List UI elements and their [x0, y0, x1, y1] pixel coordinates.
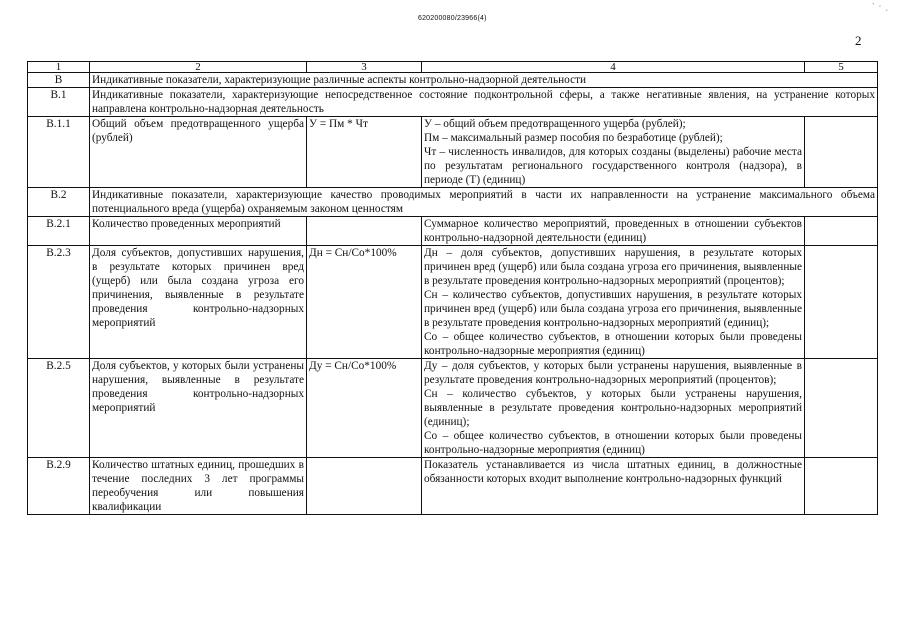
indicator-name: Общий объем предотвращенного ущерба (рублей): [90, 117, 307, 188]
indicator-note: [805, 117, 878, 188]
description-line: Дн – доля субъектов, допустивших нарушения, в результате которых причинен вред (ущерб) или была создана угроза его причинения, выявленные в результате проведения контрольно-надзорных мероприятий (процентов);: [424, 247, 802, 287]
section-code: В: [28, 73, 90, 88]
description-line: Чт – численность инвалидов, для которых созданы (выделены) рабочие места по результатам регионального государственного контроля (надзора), в периоде (Т) (единиц): [424, 146, 802, 186]
section-title: Индикативные показатели, характеризующие непосредственное состояние подконтрольной сферы, а также негативные явления, на устранение которых направлена контрольно-надзорная деятельность: [90, 88, 878, 117]
indicator-name: Доля субъектов, у которых были устранены нарушения, выявленные в результате проведения контрольно-надзорных мероприятий: [90, 359, 307, 458]
indicator-description: [422, 246, 805, 359]
indicator-note: [805, 359, 878, 458]
indicator-code: В.2.3: [28, 246, 90, 359]
indicator-code: В.2.9: [28, 458, 90, 515]
indicator-note: [805, 246, 878, 359]
column-number: 4: [422, 62, 805, 73]
description-line: Ду – доля субъектов, у которых были устранены нарушения, выявленные в результате проведения контрольно-надзорных мероприятий (процентов);: [424, 360, 802, 386]
description-line: Суммарное количество мероприятий, проведенных в отношении субъектов контрольно-надзорной деятельности (единиц): [424, 218, 802, 244]
indicators-table: [27, 61, 878, 515]
indicator-row: [28, 458, 878, 515]
indicator-formula: [307, 217, 422, 246]
indicator-row: [28, 117, 878, 188]
description-line: У – общий объем предотвращенного ущерба (рублей);: [424, 118, 686, 130]
indicator-row: [28, 217, 878, 246]
description-line: Пм – максимальный размер пособия по безработице (рублей);: [424, 132, 723, 144]
description-line: Со – общее количество субъектов, в отношении которых были проведены контрольно-надзорные мероприятия (единиц): [424, 430, 802, 456]
indicator-note: [805, 217, 878, 246]
indicator-formula: Дн = Сн/Со*100%: [307, 246, 422, 359]
indicator-description: [422, 458, 805, 515]
section-row: [28, 73, 878, 88]
indicator-name: Количество штатных единиц, прошедших в течение последних 3 лет программы переобучения или повышения квалификации: [90, 458, 307, 515]
indicator-formula: У = Пм * Чт: [307, 117, 422, 188]
column-number: 1: [28, 62, 90, 73]
indicator-code: В.2.1: [28, 217, 90, 246]
section-title: Индикативные показатели, характеризующие качество проводимых мероприятий в части их направленности на устранение максимального объема потенциального вреда (ущерба) охраняемым законом ценностям: [90, 188, 878, 217]
column-number: 5: [805, 62, 878, 73]
indicator-name: Количество проведенных мероприятий: [90, 217, 307, 246]
description-line: Показатель устанавливается из числа штатных единиц, в должностные обязанности которых входит выполнение контрольно-надзорных функций: [424, 459, 802, 485]
section-code: В.2: [28, 188, 90, 217]
column-number: 3: [307, 62, 422, 73]
description-line: Со – общее количество субъектов, в отношении которых были проведены контрольно-надзорные мероприятия (единиц): [424, 331, 802, 357]
page-number: 2: [855, 33, 862, 48]
document-registration-number: 620200080/23966(4): [418, 15, 487, 22]
indicator-formula: Ду = Сн/Со*100%: [307, 359, 422, 458]
section-row: [28, 88, 878, 117]
indicator-description: [422, 217, 805, 246]
indicator-description: [422, 117, 805, 188]
indicator-code: В.1.1: [28, 117, 90, 188]
indicator-description: [422, 359, 805, 458]
indicator-row: [28, 359, 878, 458]
description-line: Сн – количество субъектов, у которых были устранены нарушения, выявленные в результате проведения контрольно-надзорных мероприятий (единиц);: [424, 388, 802, 428]
indicator-code: В.2.5: [28, 359, 90, 458]
section-title: Индикативные показатели, характеризующие различные аспекты контрольно-надзорной деятельности: [90, 73, 878, 88]
indicator-note: [805, 458, 878, 515]
section-row: [28, 188, 878, 217]
section-code: В.1: [28, 88, 90, 117]
indicator-formula: [307, 458, 422, 515]
indicator-name: Доля субъектов, допустивших нарушения, в результате которых причинен вред (ущерб) или была создана угроза его причинения, выявленные в результате проведения контрольно-надзорных мероприятий: [90, 246, 307, 359]
description-line: Сн – количество субъектов, допустивших нарушения, в результате которых причинен вред (ущерб) или была создана угроза его причинения, выявленные в результате проведения контрольно-надзорных мероприятий (единиц);: [424, 289, 802, 329]
column-number: 2: [90, 62, 307, 73]
indicator-row: [28, 246, 878, 359]
column-number-row: [28, 62, 878, 73]
scan-corner-mark: ` · ˎ: [872, 2, 889, 11]
